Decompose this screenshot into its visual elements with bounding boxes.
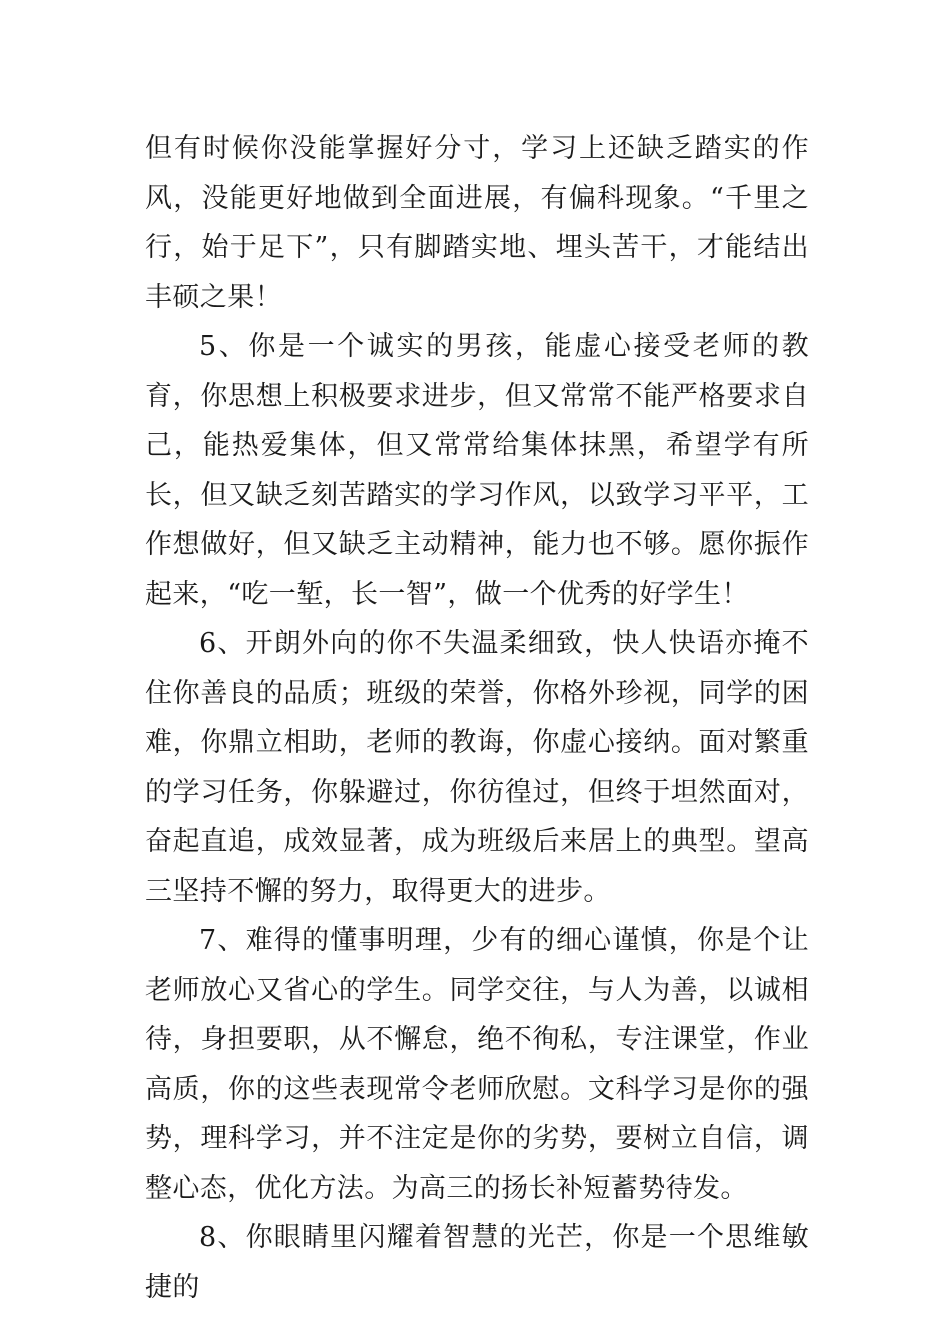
paragraph-continuation: 但有时候你没能掌握好分寸，学习上还缺乏踏实的作风，没能更好地做到全面进展，有偏科现象。“千里之行，始于足下”，只有脚踏实地、埋头苦干，才能结出丰硕之果！ xyxy=(145,133,809,313)
document-body xyxy=(145,124,809,1312)
paragraph-comment-5: 5、你是一个诚实的男孩，能虚心接受老师的教育，你思想上积极要求进步，但又常常不能严格要求自己，能热爱集体，但又常常给集体抹黑，希望学有所长，但又缺乏刻苦踏实的学习作风，以致学习平平，工作想做好，但又缺乏主动精神，能力也不够。愿你振作起来，“吃一堑，长一智”，做一个优秀的好学生！ xyxy=(145,331,809,610)
paragraph-comment-6: 6、开朗外向的你不失温柔细致，快人快语亦掩不住你善良的品质；班级的荣誉，你格外珍视，同学的困难，你鼎立相助，老师的教诲，你虚心接纳。面对繁重的学习任务，你躲避过，你彷徨过，但终于坦然面对，奋起直追，成效显著，成为班级后来居上的典型。望高三坚持不懈的努力，取得更大的进步。 xyxy=(145,628,809,907)
paragraph-comment-7: 7、难得的懂事明理，少有的细心谨慎，你是个让老师放心又省心的学生。同学交往，与人为善，以诚相待，身担要职，从不懈怠，绝不徇私，专注课堂，作业高质，你的这些表现常令老师欣慰。文科学习是你的强势，理科学习，并不注定是你的劣势，要树立自信，调整心态，优化方法。为高三的扬长补短蓄势待发。 xyxy=(145,925,809,1204)
paragraph-comment-8: 8、你眼睛里闪耀着智慧的光芒，你是一个思维敏捷的 xyxy=(145,1222,809,1303)
